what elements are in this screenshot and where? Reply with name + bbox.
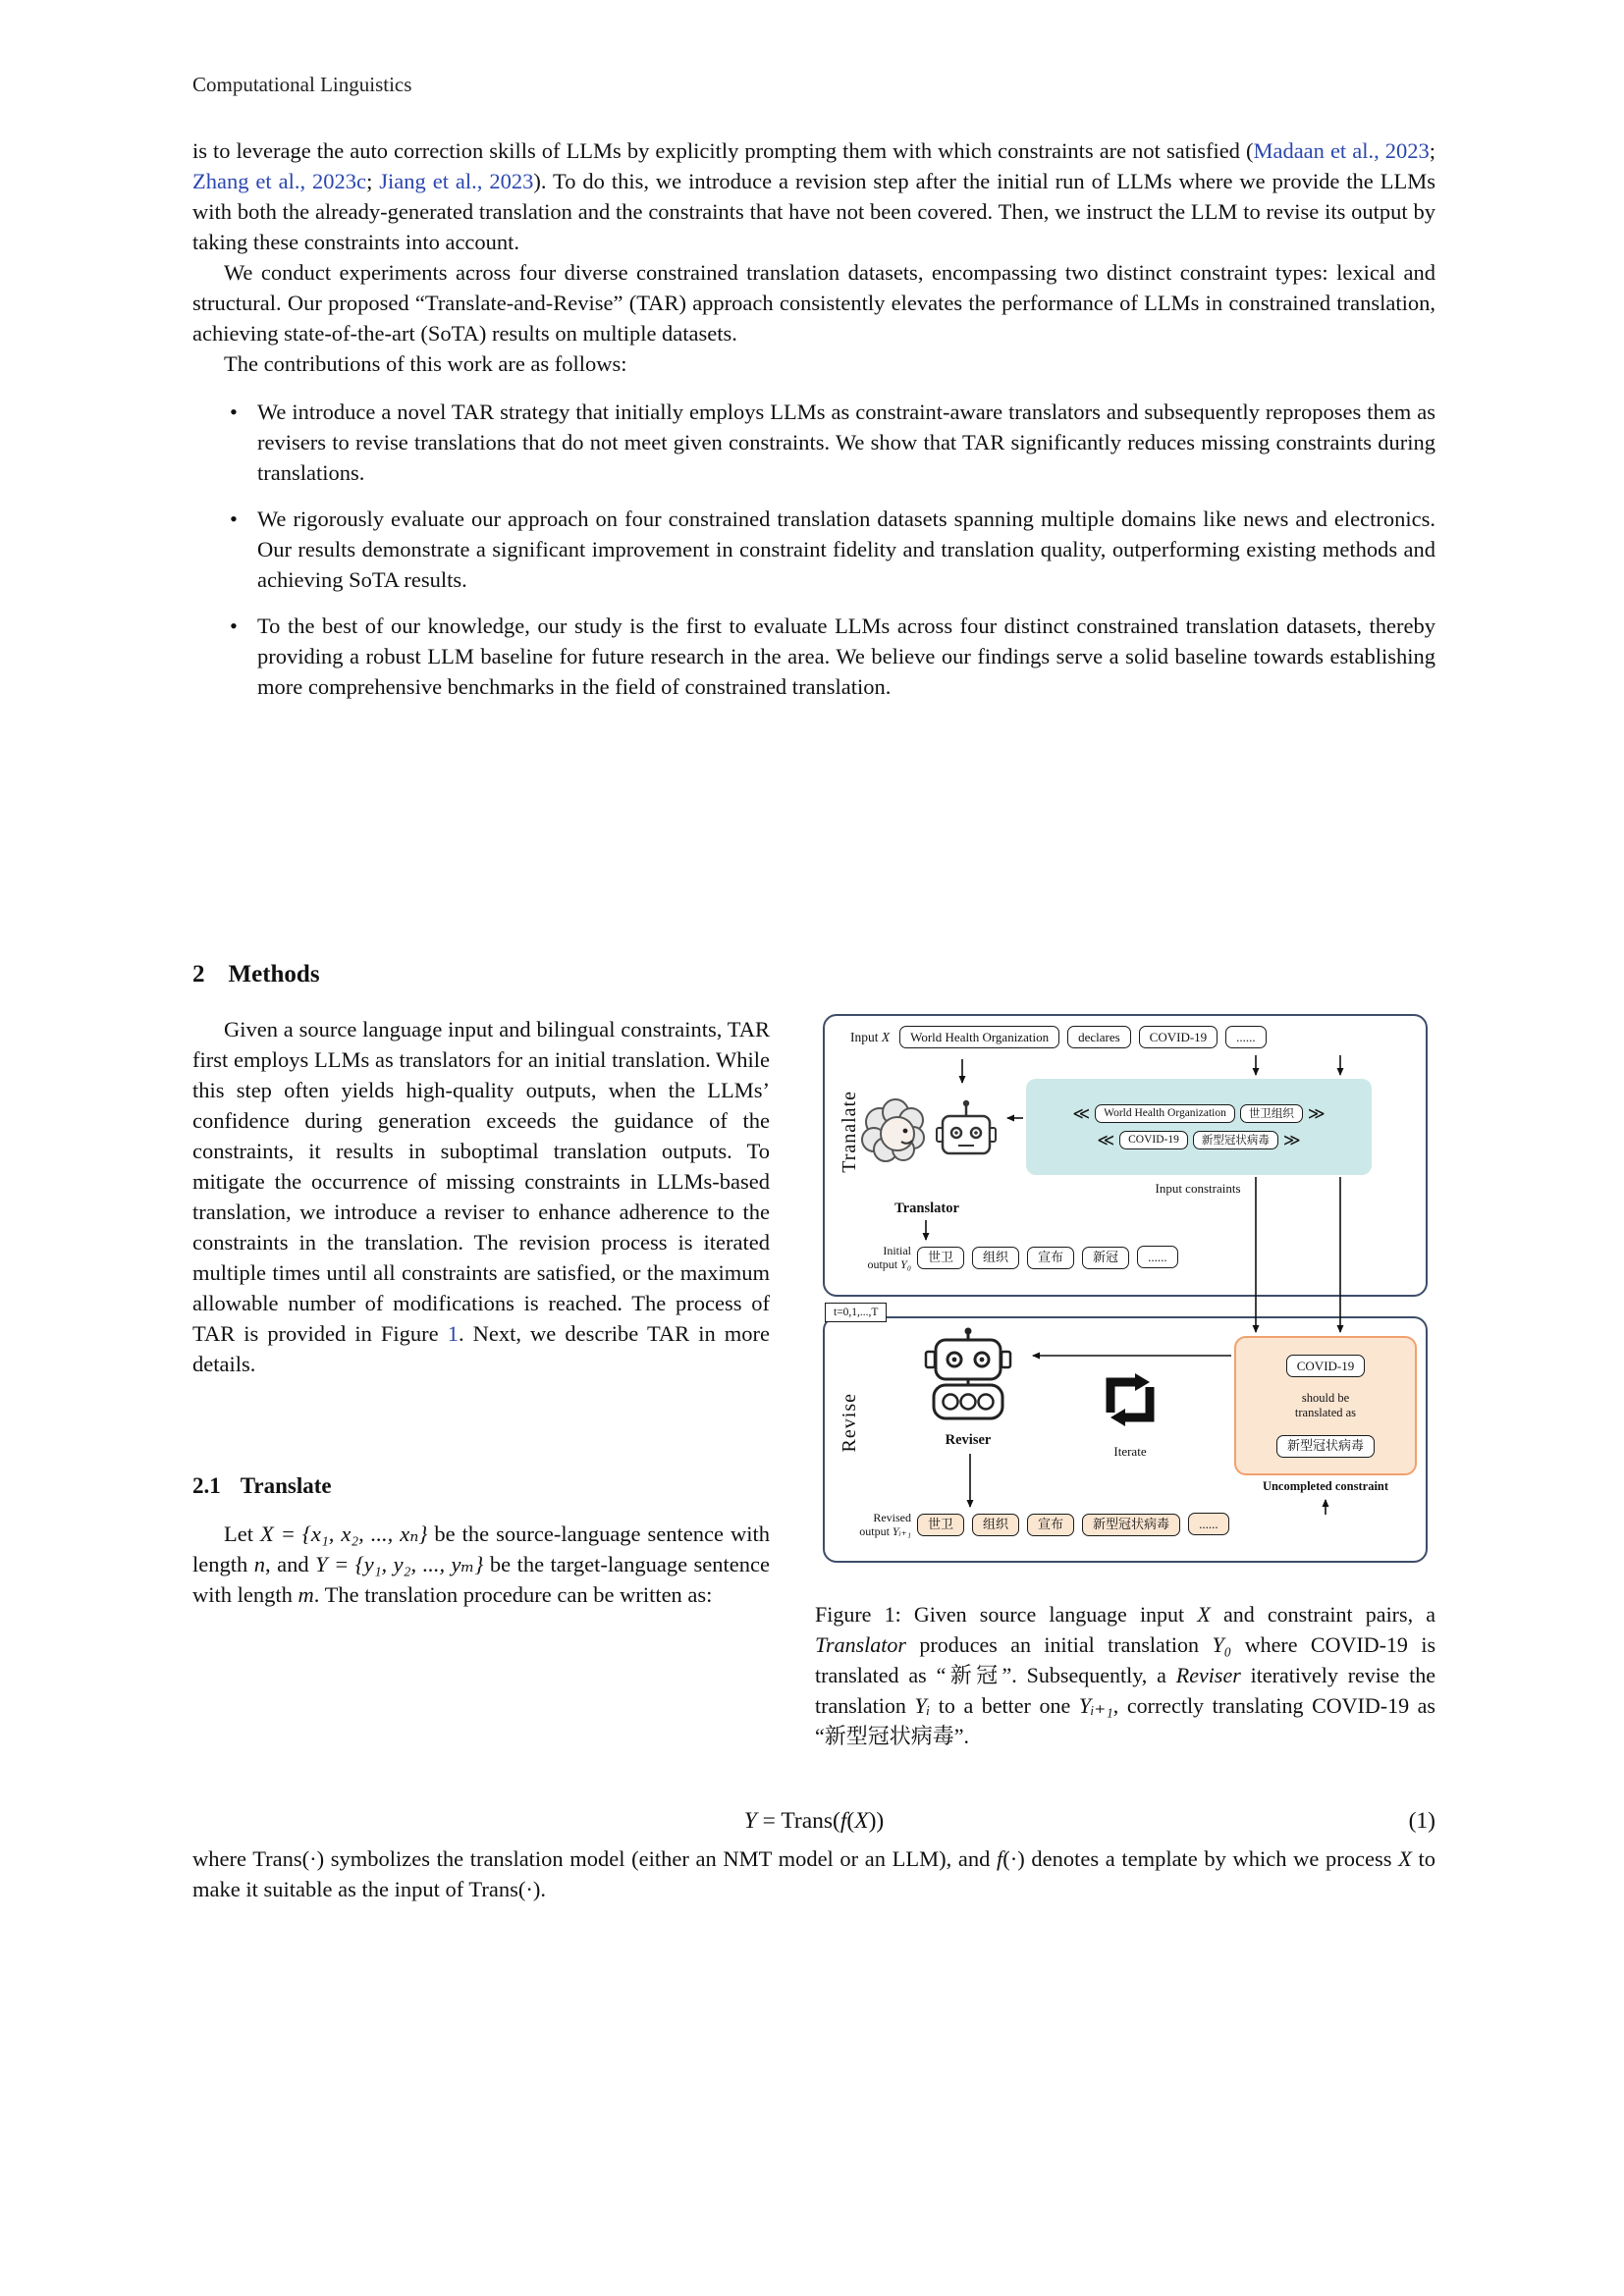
- text: = Trans(: [756, 1808, 840, 1834]
- text: iteratively revise the translation: [815, 1663, 1435, 1718]
- input-token: declares: [1067, 1026, 1131, 1048]
- iterate-label: Iterate: [1113, 1444, 1147, 1459]
- text: Let: [224, 1522, 260, 1546]
- translator-term: Translator: [815, 1632, 906, 1657]
- text: symbolizes the translation model (either an NMT model or an LLM), and: [324, 1846, 997, 1871]
- uncompleted-constraint-label: Uncompleted constraint: [1262, 1479, 1389, 1493]
- text: output: [859, 1524, 893, 1538]
- constraint-pair: [1072, 1104, 1325, 1123]
- figure-1-diagram: [815, 1012, 1435, 1574]
- math-y-set: Y = {y₁, y₂, ..., yₘ}: [315, 1552, 484, 1576]
- math-x: X: [854, 1808, 869, 1834]
- text: (·): [1002, 1846, 1025, 1871]
- constraint-target: 世卫组织: [1240, 1104, 1303, 1123]
- paragraph-continuation: [192, 135, 1435, 257]
- math-trans: Trans(·): [252, 1846, 325, 1871]
- figure-1-reference[interactable]: 1: [447, 1321, 459, 1346]
- math-x-set: X = {x₁, x₂, ..., xₙ}: [259, 1522, 428, 1546]
- text: )): [868, 1808, 885, 1834]
- input-constraints-label: Input constraints: [1155, 1181, 1241, 1196]
- revised-output-row: [917, 1513, 1237, 1536]
- text: (: [846, 1808, 855, 1834]
- left-column: [192, 961, 770, 1751]
- initial-output-label: [829, 1244, 911, 1271]
- output-token: 新冠: [1082, 1247, 1129, 1269]
- output-token: 世卫: [917, 1247, 964, 1269]
- contribution-list: [192, 397, 1435, 702]
- bullet-text: We introduce a novel TAR strategy that initially employs LLMs as constraint-aware translators and subsequently reproposes them as revisers to revise translations that do not meet given constraints. We show that TAR significantly reduces missing constraints during translations.: [257, 400, 1435, 485]
- revise-panel-side-label: Revise: [839, 1393, 860, 1453]
- bullet-marker: •: [230, 507, 238, 531]
- translator-icon: [850, 1087, 1003, 1201]
- text: Input: [850, 1030, 882, 1044]
- paragraph-translate: [192, 1519, 770, 1610]
- input-constraints-box: [1026, 1079, 1372, 1175]
- text: where: [192, 1846, 253, 1871]
- math-y: Y: [743, 1808, 757, 1834]
- list-item: [230, 611, 1435, 702]
- constraint-source: World Health Organization: [1095, 1104, 1235, 1123]
- section-heading-methods: [192, 961, 770, 988]
- translate-panel-side-label: Tranalate: [839, 1091, 860, 1173]
- math-x: X: [881, 1030, 891, 1044]
- right-bracket-icon: ≫: [1282, 1131, 1301, 1149]
- input-token: World Health Organization: [899, 1026, 1059, 1048]
- reviser-label: Reviser: [945, 1432, 992, 1448]
- figure-1-caption: [815, 1599, 1435, 1751]
- math-n: n: [253, 1552, 265, 1576]
- text: is to leverage the auto correction skills of LLMs by explicitly prompting them with which constraints are not satisfied (: [192, 138, 1254, 163]
- iterate-loop-icon: [1098, 1369, 1163, 1435]
- output-token: 组织: [972, 1247, 1019, 1269]
- subsection-number: 2.1: [192, 1473, 221, 1498]
- text: Figure 1: Given source language input: [815, 1602, 1198, 1627]
- constraint-instruction: [1295, 1391, 1356, 1420]
- bullet-marker: •: [230, 400, 238, 424]
- citation-zhang[interactable]: Zhang et al., 2023c: [192, 169, 367, 193]
- citation-jiang[interactable]: Jiang et al., 2023: [379, 169, 534, 193]
- input-label: [850, 1030, 890, 1044]
- text: . Next, we describe TAR in more details.: [192, 1321, 770, 1376]
- text: translated as: [1294, 1406, 1357, 1419]
- text: where COVID-19 is translated as “新冠”. Subsequently, a: [815, 1632, 1436, 1687]
- text: to a better one: [930, 1693, 1079, 1718]
- text: output: [867, 1257, 901, 1271]
- bullet-text: We rigorously evaluate our approach on four constrained translation datasets spanning multiple domains like news and electronics. Our results demonstrate a significant improvement in constraint fidelity and translation quality, outperforming existing methods and achieving SoTA results.: [257, 507, 1435, 592]
- left-bracket-icon: ≪: [1097, 1131, 1115, 1149]
- math-yi: Yᵢ: [914, 1693, 931, 1718]
- right-bracket-icon: ≫: [1307, 1104, 1326, 1123]
- output-token: ......: [1188, 1513, 1229, 1535]
- text: .: [540, 1877, 546, 1901]
- text: Revised: [873, 1511, 911, 1524]
- math-y0: Y₀: [1212, 1632, 1232, 1657]
- subsection-title: Translate: [240, 1473, 332, 1498]
- math-f: f: [997, 1846, 1003, 1871]
- two-column-section: [192, 961, 1435, 1751]
- text: produces an initial translation: [905, 1632, 1213, 1657]
- left-bracket-icon: ≪: [1072, 1104, 1091, 1123]
- output-token: 组织: [972, 1514, 1019, 1536]
- math-y0: Y₀: [900, 1257, 911, 1271]
- text: be the source-language sentence with length: [192, 1522, 770, 1576]
- bullet-marker: •: [230, 614, 238, 638]
- math-f: f: [839, 1808, 847, 1834]
- reviser-term: Reviser: [1175, 1663, 1241, 1687]
- text: . The translation procedure can be written as:: [313, 1582, 713, 1607]
- output-token: 宣布: [1027, 1247, 1074, 1269]
- revised-output-label: [829, 1511, 911, 1538]
- text: ;: [366, 169, 380, 193]
- paragraph-trans-definition: [192, 1843, 1435, 1904]
- output-token: ......: [1137, 1246, 1178, 1268]
- math-x: X: [1398, 1846, 1412, 1871]
- paragraph-methods: [192, 1014, 770, 1379]
- input-token: ......: [1225, 1026, 1267, 1048]
- initial-output-row: [917, 1246, 1186, 1269]
- math-trans: Trans(·): [468, 1877, 541, 1901]
- equation-1: [192, 1808, 1435, 1843]
- running-head: Computational Linguistics: [192, 73, 412, 96]
- output-token: 宣布: [1027, 1514, 1074, 1536]
- equation-number: (1): [1408, 1808, 1435, 1834]
- math-m: m: [298, 1582, 314, 1607]
- constraint-pair: [1097, 1131, 1300, 1149]
- list-item: [230, 397, 1435, 488]
- reviser-robot-icon: [913, 1326, 1023, 1435]
- right-column: [815, 1012, 1435, 1751]
- section-number: 2: [192, 961, 205, 988]
- constraint-target: 新型冠状病毒: [1193, 1131, 1278, 1149]
- text: ;: [1429, 138, 1435, 163]
- section-title: Methods: [228, 961, 320, 988]
- constraint-source: COVID-19: [1119, 1131, 1188, 1149]
- constraint-translation: 新型冠状病毒: [1276, 1435, 1375, 1458]
- paragraph-experiments: We conduct experiments across four diverse constrained translation datasets, encompassing two distinct constraint types: lexical and structural. Our proposed “Translate-and-Revise” (TAR) approach consistently elevates the performance of LLMs in constrained translation, achieving state-of-the-art (SoTA) results on multiple datasets.: [192, 260, 1435, 346]
- math-x: X: [1197, 1602, 1211, 1627]
- input-token: COVID-19: [1139, 1026, 1218, 1048]
- math-yi1: Yᵢ₊₁: [892, 1524, 911, 1538]
- citation-madaan[interactable]: Madaan et al., 2023: [1253, 138, 1430, 163]
- text: Initial: [883, 1244, 911, 1257]
- text: , and: [264, 1552, 316, 1576]
- constraint-term: COVID-19: [1286, 1355, 1366, 1377]
- paragraph-contributions: The contributions of this work are as follows:: [224, 351, 627, 376]
- text: ). To do this, we introduce a revision step after the initial run of LLMs where we provide the LLMs with both the already-generated translation and the constraints that have not been covered. Then, we instruct the LLM to revise its output by taking these constraints into account.: [192, 169, 1435, 254]
- text: to make it suitable as the input of: [192, 1846, 1435, 1901]
- text: denotes a template by which we process: [1024, 1846, 1399, 1871]
- output-token: 世卫: [917, 1514, 964, 1536]
- subsection-heading-translate: [192, 1473, 770, 1499]
- text: and constraint pairs, a: [1210, 1602, 1435, 1627]
- text: , correctly translating COVID-19 as “新型冠状病毒”.: [815, 1693, 1435, 1748]
- uncompleted-constraint-box: [1234, 1336, 1417, 1475]
- iteration-range-label: t=0,1,...,T: [825, 1303, 887, 1322]
- text: Given a source language input and bilingual constraints, TAR first employs LLMs as translators for an initial translation. While this step often yields high-quality outputs, when the LLMs’ confidence during generation exceeds the guidance of the constraints, it results in suboptimal translation outputs. To mitigate the occurrence of missing constraints in LLMs-based translation, we introduce a reviser to enhance adherence to the constraints in the translation. The revision process is iterated multiple times until all constraints are satisfied, or the maximum allowable number of modifications is reached. The process of TAR is provided in Figure: [192, 1017, 770, 1346]
- list-item: [230, 504, 1435, 595]
- text: be the target-language sentence with length: [192, 1552, 770, 1607]
- output-token: 新型冠状病毒: [1082, 1514, 1180, 1536]
- bullet-text: To the best of our knowledge, our study is the first to evaluate LLMs across four distinct constrained translation datasets, thereby providing a robust LLM baseline for future research in the area. We believe our findings serve a solid baseline towards establishing more comprehensive benchmarks in the field of constrained translation.: [257, 614, 1435, 699]
- input-row: [850, 1026, 1274, 1048]
- body-text: [192, 135, 1435, 1904]
- text: should be: [1301, 1391, 1350, 1405]
- translator-label: Translator: [894, 1201, 959, 1216]
- math-yi1: Yᵢ₊₁: [1078, 1693, 1113, 1718]
